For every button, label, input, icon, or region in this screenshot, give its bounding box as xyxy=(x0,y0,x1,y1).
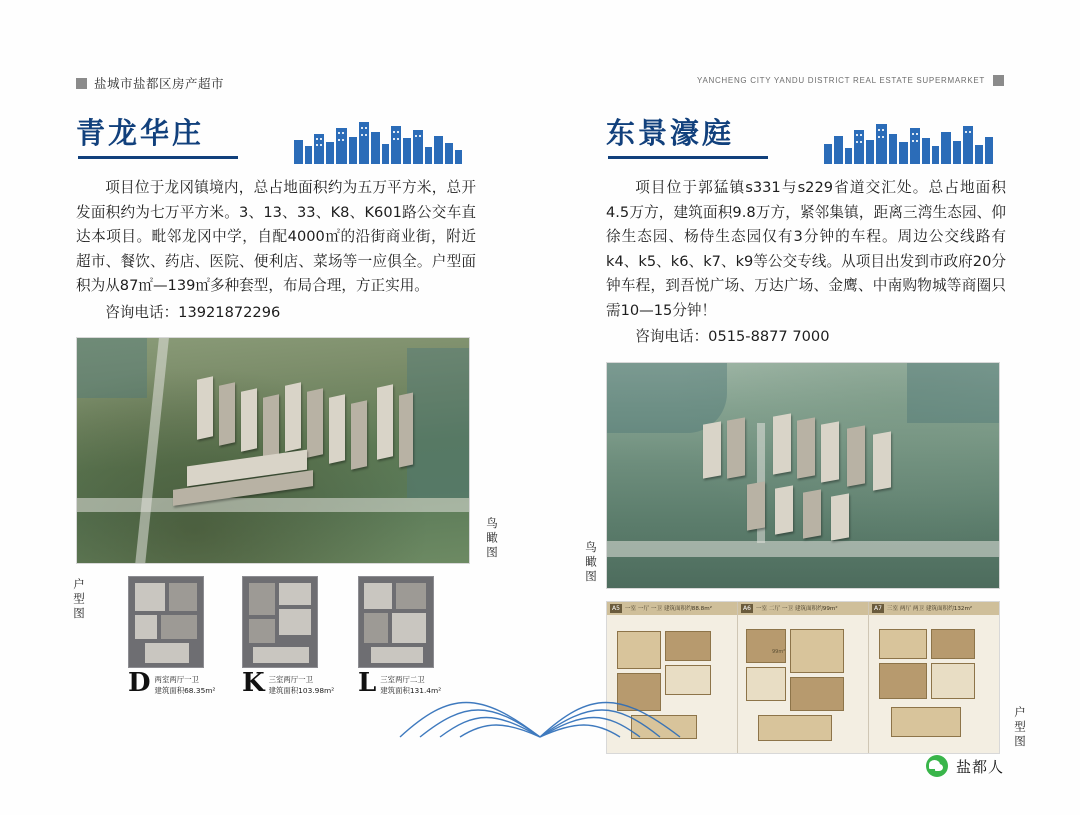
floor-plan-area: 建筑面积131.4m² xyxy=(380,685,442,695)
floor-plan-caption xyxy=(128,670,215,696)
floor-plan-area: 建筑面积68.35m² xyxy=(154,685,216,695)
floor-plan-thumbnail xyxy=(358,576,434,668)
square-marker-icon xyxy=(76,78,87,89)
project-section-right xyxy=(584,112,1027,754)
floor-plan-label: 户型图 xyxy=(1013,706,1027,750)
floor-plan-note: 99m² xyxy=(772,648,786,655)
wechat-icon xyxy=(926,755,948,777)
floor-plan-thumbnail xyxy=(242,576,318,668)
floor-plan-letter: K xyxy=(242,668,265,698)
skyline-icon xyxy=(822,120,998,164)
floor-plan-cell xyxy=(869,602,999,753)
floor-plan-item xyxy=(128,576,216,698)
floor-plan-head-text: 一室 一厅 一卫 建筑面积约88.8m² xyxy=(624,606,712,612)
project-description: 项目位于郭猛镇s331与s229省道交汇处。总占地面积4.5万方，建筑面积9.8万方，紧邻集镇，距离三湾生态园、仰徐生态园、杨侍生态园仅有3分钟的车程。周边公交线路有k4、k5、k6、k7、k9等公交专线。从项目出发到市政府20分钟车程，到吾悦广场、万达广场、金鹰、中南购物城等商圈只需10—15分钟！ xyxy=(606,179,1006,319)
project-title: 青龙华庄 xyxy=(76,116,205,150)
aerial-photo-wrap xyxy=(584,362,1006,589)
header-left xyxy=(76,74,224,92)
project-phone: 咨询电话：13921872296 xyxy=(105,303,281,321)
floor-plan-tag: A5 xyxy=(612,604,620,612)
floor-plan-type: 三室两厅二卫 xyxy=(380,675,425,684)
header-left-label: 盐城市盐都区房产超市 xyxy=(94,76,225,91)
floor-plan-cell-header xyxy=(869,602,999,615)
floor-plan-meta xyxy=(155,670,216,696)
floor-plan-tag: A7 xyxy=(874,604,882,612)
floor-plan-tag: A6 xyxy=(743,604,751,612)
floor-plan-item xyxy=(242,576,335,698)
project-title: 东景濠庭 xyxy=(606,116,735,150)
header-right-label: YANCHENG CITY YANDU DISTRICT REAL ESTATE SUPERMARKET xyxy=(697,76,985,85)
project-phone: 咨询电话：0515-8877 7000 xyxy=(635,328,830,345)
wechat-account-badge[interactable] xyxy=(926,755,1004,777)
aerial-photo-label: 鸟瞰图 xyxy=(485,516,499,560)
project-title-row xyxy=(606,112,1006,168)
floor-plan-head-text: 三室 两厅 两卫 建筑面积约132m² xyxy=(886,606,973,612)
page-header xyxy=(76,74,1004,94)
wave-decoration-icon xyxy=(390,687,690,739)
floor-plan-label: 户型图 xyxy=(72,578,86,622)
skyline-icon xyxy=(292,120,468,164)
header-right xyxy=(697,75,1004,86)
floor-plan-type: 两室两厅一卫 xyxy=(154,675,199,684)
project-title-row xyxy=(76,112,476,168)
floor-plan-type: 三室两厅一卫 xyxy=(268,675,313,684)
wechat-account-name: 盐都人 xyxy=(955,757,1004,776)
floor-plan-cell-body xyxy=(738,615,868,753)
project-section-left xyxy=(72,112,499,710)
floor-plan-cell-header xyxy=(607,602,737,615)
floor-plan-meta xyxy=(269,670,335,696)
aerial-photo xyxy=(76,337,470,564)
floor-plan-cell-body xyxy=(869,615,999,753)
floor-plan-thumbnail xyxy=(128,576,204,668)
floor-plan-cell-header xyxy=(738,602,868,615)
floor-plan-letter: D xyxy=(128,668,151,698)
square-marker-icon xyxy=(993,75,1004,86)
title-underline xyxy=(608,156,768,159)
floor-plan-area: 建筑面积103.98m² xyxy=(268,685,335,695)
floor-plan-cell xyxy=(738,602,869,753)
floor-plan-head-text: 一室 二厅 一卫 建筑面积约99m² xyxy=(755,606,838,612)
project-description: 项目位于龙冈镇境内，总占地面积约为五万平方米，总开发面积约为七万平方米。3、13、33、K8、K601路公交车直达本项目。毗邻龙冈中学，自配4000㎡的沿街商业街，附近超市、餐饮、药店、医院、便利店、菜场等一应俱全。户型面积为从87㎡—139㎡多种套型，布局合理，方正实用。 xyxy=(76,179,476,294)
floor-plan-letter: L xyxy=(358,668,377,698)
aerial-photo xyxy=(606,362,1000,589)
floor-plan-item xyxy=(358,576,442,698)
title-underline xyxy=(78,156,238,159)
floor-plan-caption xyxy=(242,670,334,696)
aerial-photo-label: 鸟瞰图 xyxy=(584,541,598,585)
aerial-photo-wrap xyxy=(76,337,499,564)
